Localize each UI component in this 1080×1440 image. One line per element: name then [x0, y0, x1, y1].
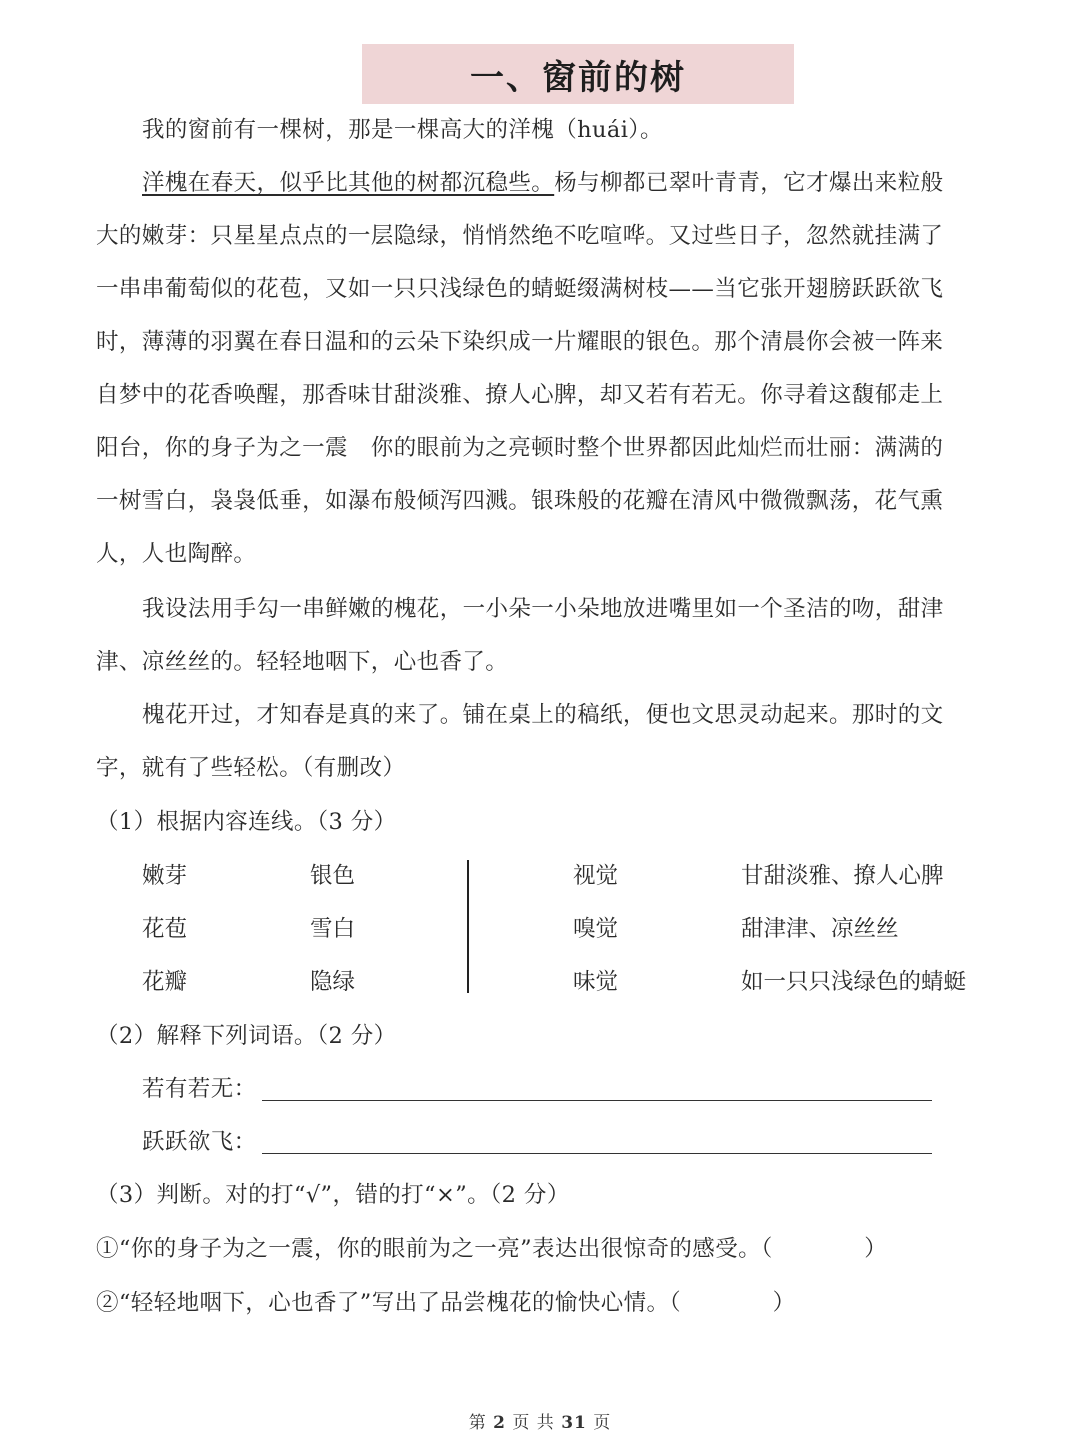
page-number: 2 [493, 1413, 506, 1433]
footer-suffix: 页 [593, 1413, 612, 1433]
match-item-sense[interactable]: 视觉 [573, 863, 619, 889]
match-item-description[interactable]: 如一只只浅绿色的蜻蜓 [741, 969, 967, 995]
term-label: 若有若无： [142, 1076, 257, 1102]
judgment-item[interactable]: ②“轻轻地咽下，心也香了”写出了品尝槐花的愉快心情。（ ） [96, 1290, 796, 1316]
match-item-description[interactable]: 甜津津、凉丝丝 [741, 916, 899, 942]
title-banner [362, 44, 794, 104]
footer-prefix: 第 [468, 1413, 487, 1433]
passage-line: 槐花开过，才知春是真的来了。铺在桌上的稿纸，便也文思灵动起来。那时的文 [142, 702, 944, 728]
passage-line: 我设法用手勾一串鲜嫩的槐花，一小朵一小朵地放进嘴里如一个圣洁的吻，甜津 [142, 596, 944, 622]
question-2-prompt: （2）解释下列词语。（2 分） [96, 1023, 397, 1049]
match-item-left[interactable]: 花苞 [142, 916, 188, 942]
passage-line: 一树雪白，袅袅低垂，如瀑布般倾泻四溅。银珠般的花瓣在清风中微微飘荡，花气熏 [96, 488, 944, 514]
match-item-color[interactable]: 雪白 [310, 916, 356, 942]
page-title: 一、窗前的树 [470, 57, 686, 98]
passage-line: 我的窗前有一棵树，那是一棵高大的洋槐（huái）。 [142, 117, 663, 143]
answer-line[interactable] [262, 1100, 932, 1101]
passage-line [142, 168, 1032, 198]
passage-line: 津、凉丝丝的。轻轻地咽下，心也香了。 [96, 649, 509, 675]
passage-line: 自梦中的花香唤醒，那香味甘甜淡雅、撩人心脾，却又若有若无。你寻着这馥郁走上 [96, 382, 944, 408]
matching-divider [467, 860, 469, 993]
question-1-prompt: （1）根据内容连线。（3 分） [96, 809, 397, 835]
passage-line: 时，薄薄的羽翼在春日温和的云朵下染织成一片耀眼的银色。那个清晨你会被一阵来 [96, 329, 944, 355]
answer-line[interactable] [262, 1153, 932, 1154]
judgment-item[interactable]: ①“你的身子为之一震，你的眼前为之一亮”表达出很惊奇的感受。（ ） [96, 1236, 888, 1262]
match-item-left[interactable]: 花瓣 [142, 969, 188, 995]
match-item-color[interactable]: 银色 [310, 863, 356, 889]
underlined-sentence: 洋槐在春天，似乎比其他的树都沉稳些。 [142, 170, 555, 196]
page-footer [0, 1408, 1080, 1433]
match-item-color[interactable]: 隐绿 [310, 969, 356, 995]
passage-text: 杨与柳都已翠叶青青，它才爆出来粒般 [554, 170, 944, 196]
passage-line: 大的嫩芽：只星星点点的一层隐绿，悄悄然绝不吃喧哗。又过些日子，忽然就挂满了 [96, 223, 944, 249]
footer-middle: 页 共 [512, 1413, 555, 1433]
question-3-prompt: （3）判断。对的打“√”，错的打“×”。（2 分） [96, 1182, 570, 1208]
match-item-sense[interactable]: 味觉 [573, 969, 619, 995]
page-total: 31 [561, 1413, 587, 1433]
match-item-left[interactable]: 嫩芽 [142, 863, 188, 889]
passage-line: 一串串葡萄似的花苞，又如一只只浅绿色的蜻蜓缀满树枝——当它张开翅膀跃跃欲飞 [96, 276, 944, 302]
passage-line: 字，就有了些轻松。（有删改） [96, 755, 406, 781]
match-item-description[interactable]: 甘甜淡雅、撩人心脾 [741, 863, 944, 889]
passage-line: 人，人也陶醉。 [96, 541, 257, 567]
term-label: 跃跃欲飞： [142, 1129, 257, 1155]
passage-line: 阳台，你的身子为之一震 你的眼前为之亮顿时整个世界都因此灿烂而壮丽：满满的 [96, 435, 944, 461]
match-item-sense[interactable]: 嗅觉 [573, 916, 619, 942]
